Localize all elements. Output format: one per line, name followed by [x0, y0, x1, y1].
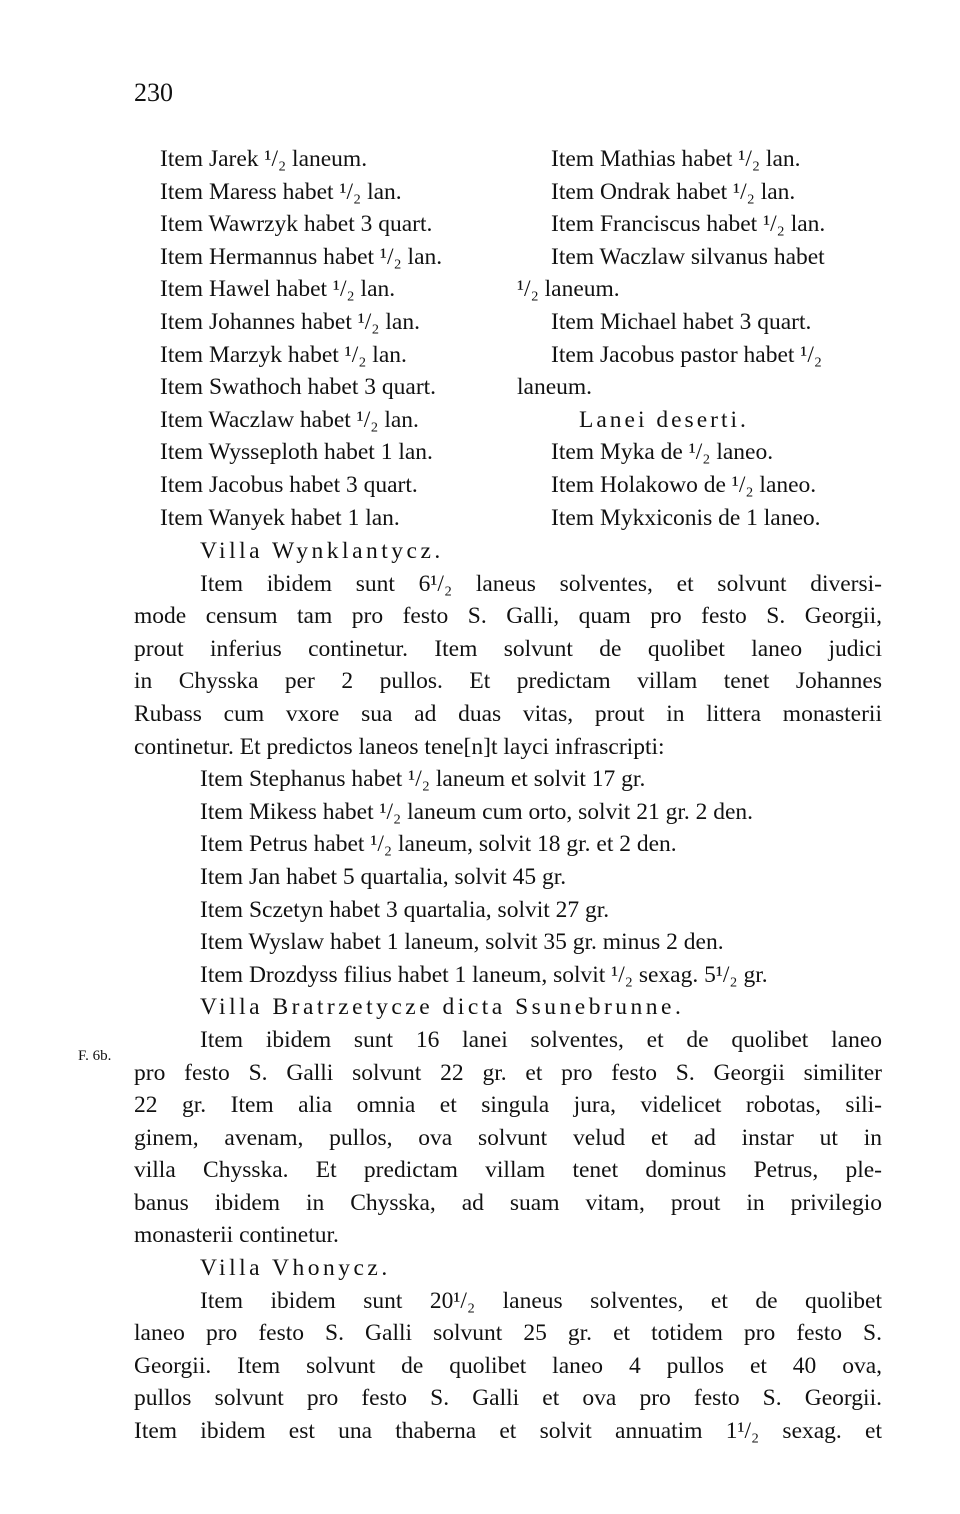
list-item: Item Maress habet ¹/₂ lan.: [160, 178, 402, 205]
list-item: Item Wawrzyk habet 3 quart.: [160, 211, 433, 238]
tenant-line: Item Stephanus habet ¹/₂ laneum et solvit 17 gr.: [200, 766, 646, 793]
list-item: Item Michael habet 3 quart.: [551, 308, 812, 335]
list-item: Item Ondrak habet ¹/₂ lan.: [551, 178, 796, 205]
text-line: Rubass cum vxore sua ad duas vitas, prout in littera monasterii: [134, 700, 882, 727]
list-item: ¹/₂ laneum.: [517, 276, 620, 303]
text-line: Georgii. Item solvunt de quolibet laneo 4 pullos et 40 ova,: [134, 1352, 882, 1379]
text-line: prout inferius continetur. Item solvunt de quolibet laneo judici: [134, 635, 882, 662]
section-heading-bratrzetycze: Villa Bratrzetycze dicta Ssunebrunne.: [200, 994, 685, 1021]
list-item: Item Hermannus habet ¹/₂ lan.: [160, 243, 443, 270]
section-heading-vhonycz: Villa Vhonycz.: [200, 1255, 391, 1282]
list-item: Item Wysseploth habet 1 lan.: [160, 439, 433, 466]
list-item: Item Waczlaw habet ¹/₂ lan.: [160, 406, 419, 433]
list-item: Item Johannes habet ¹/₂ lan.: [160, 308, 420, 335]
text-line: continetur. Et predictos laneos tene[n]t layci infrascripti:: [134, 733, 665, 760]
list-item: Item Wanyek habet 1 lan.: [160, 504, 400, 531]
text-line: laneo pro festo S. Galli solvunt 25 gr. et totidem pro festo S.: [134, 1320, 882, 1347]
left-column: [160, 143, 520, 534]
list-item: Item Marzyk habet ¹/₂ lan.: [160, 341, 407, 368]
margin-folio-note: F. 6b.: [78, 1048, 112, 1064]
text-line: banus ibidem in Chysska, ad suam vitam, prout in privilegio: [134, 1189, 882, 1216]
text-line: Item ibidem sunt 16 lanei solventes, et de quolibet laneo: [200, 1026, 882, 1053]
list-item: Item Franciscus habet ¹/₂ lan.: [551, 211, 826, 238]
text-line: ginem, avenam, pullos, ova solvunt velud et ad instar ut in: [134, 1124, 882, 1151]
text-line: mode censum tam pro festo S. Galli, quam pro festo S. Georgii,: [134, 603, 882, 630]
list-item: Item Mykxiconis de 1 laneo.: [551, 504, 821, 531]
list-item: laneum.: [517, 374, 593, 401]
main-text: [134, 535, 882, 1448]
text-line: villa Chysska. Et predictam villam tenet dominus Petrus, ple-: [134, 1157, 882, 1184]
tenant-line: Item Sczetyn habet 3 quartalia, solvit 27 gr.: [200, 896, 610, 923]
text-line: Item ibidem est una thaberna et solvit annuatim 1¹/₂ sexag. et: [134, 1418, 882, 1445]
list-item: Item Jarek ¹/₂ laneum.: [160, 146, 368, 172]
page-number: 230: [134, 78, 173, 107]
list-item: Item Myka de ¹/₂ laneo.: [551, 439, 774, 466]
text-line: pro festo S. Galli solvunt 22 gr. et pro festo S. Georgii similiter: [134, 1059, 882, 1086]
text-line: in Chysska per 2 pullos. Et predictam villam tenet Johannes: [134, 668, 882, 695]
tenant-line: Item Drozdyss filius habet 1 laneum, solvit ¹/₂ sexag. 5¹/₂ gr.: [200, 961, 768, 988]
text-line: Item ibidem sunt 20¹/₂ laneus solventes, et de quolibet: [200, 1287, 882, 1314]
list-item: Item Waczlaw silvanus habet: [551, 243, 825, 270]
right-column: [517, 143, 897, 534]
list-item: Item Holakowo de ¹/₂ laneo.: [551, 471, 817, 498]
list-item: Item Mathias habet ¹/₂ lan.: [551, 146, 801, 172]
section-heading-lanei-deserti: Lanei deserti.: [579, 406, 749, 433]
list-item: Item Hawel habet ¹/₂ lan.: [160, 276, 396, 303]
text-line: Item ibidem sunt 6¹/₂ laneus solventes, et solvunt diversi-: [200, 570, 882, 597]
tenant-line: Item Wyslaw habet 1 laneum, solvit 35 gr. minus 2 den.: [200, 929, 724, 956]
tenant-line: Item Jan habet 5 quartalia, solvit 45 gr.: [200, 863, 567, 890]
list-item: Item Jacobus pastor habet ¹/₂: [551, 341, 823, 368]
list-item: Item Swathoch habet 3 quart.: [160, 374, 437, 401]
text-line: 22 gr. Item alia omnia et singula jura, videlicet robotas, sili-: [134, 1092, 882, 1119]
section-heading-wynklantycz: Villa Wynklantycz.: [200, 538, 444, 564]
tenant-line: Item Mikess habet ¹/₂ laneum cum orto, solvit 21 gr. 2 den.: [200, 798, 754, 825]
text-line: pullos solvunt pro festo S. Galli et ova pro festo S. Georgii.: [134, 1385, 882, 1412]
text-line: monasterii continetur.: [134, 1222, 339, 1249]
tenant-line: Item Petrus habet ¹/₂ laneum, solvit 18 gr. et 2 den.: [200, 831, 677, 858]
list-item: Item Jacobus habet 3 quart.: [160, 471, 418, 498]
